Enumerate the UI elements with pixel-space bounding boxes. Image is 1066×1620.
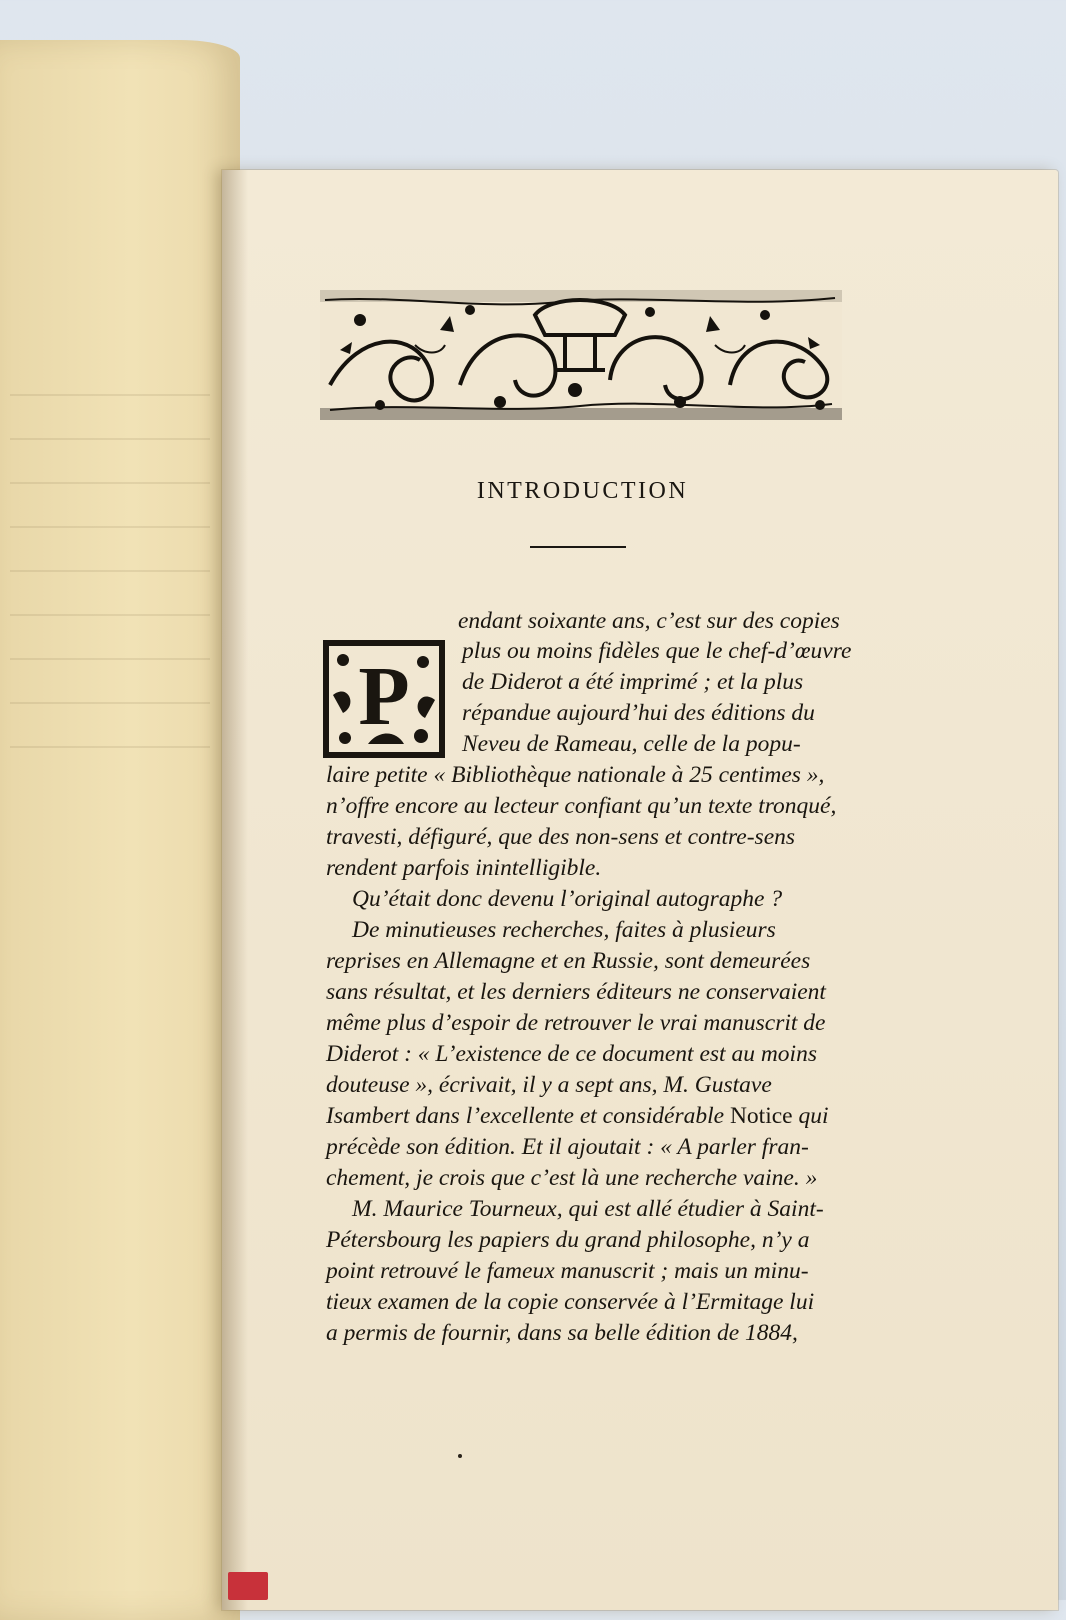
text-line: travesti, défiguré, que des non-sens et contre-sens [326,824,796,850]
text-line: reprises en Allemagne et en Russie, sont demeurées [326,948,811,974]
text-line: Diderot : « L’existence de ce document est au moins [326,1041,817,1067]
text-line: n’offre encore au lecteur confiant qu’un texte tronqué, [326,793,837,819]
text-line: De minutieuses recherches, faites à plusieurs [352,917,776,943]
text-line [326,1101,829,1131]
bleed-through-text [10,370,210,790]
notice-word: Notice [729,1103,793,1129]
text-line: rendent parfois inintelligible. [326,855,602,881]
text-line: Neveu de Rameau, celle de la popu- [462,731,801,757]
text-fragment: qui [798,1103,829,1129]
title-rule [530,546,626,548]
text-line: endant soixante ans, c’est sur des copies [458,608,840,634]
paper-speck [458,1454,462,1458]
text-line: chement, je crois que c’est là une recherche vaine. » [326,1165,818,1191]
text-line: tieux examen de la copie conservée à l’Ermitage lui [326,1289,815,1315]
page-gutter-shadow [222,170,248,1610]
text-line: a permis de fournir, dans sa belle édition de 1884, [326,1320,798,1346]
text-line: précède son édition. Et il ajoutait : « A parler fran- [326,1134,809,1160]
text-line: même plus d’espoir de retrouver le vrai manuscrit de [326,1010,826,1036]
text-line: laire petite « Bibliothèque nationale à 25 centimes », [326,762,825,788]
text-line: sans résultat, et les derniers éditeurs ne conservaient [326,979,826,1005]
page-title: INTRODUCTION [476,478,689,504]
text-line: point retrouvé le fameux manuscrit ; mais un minu- [326,1258,809,1284]
text-line: de Diderot a été imprimé ; et la plus [462,669,804,695]
text-line: plus ou moins fidèles que le chef-d’œuvre [462,638,852,664]
ornamental-headpiece-icon [320,290,842,420]
dropcap-letter-icon [323,640,445,758]
text-line: Pétersbourg les papiers du grand philosophe, n’y a [326,1227,810,1253]
red-bookmark-edge [228,1572,268,1600]
dropcap-letter: P [358,650,410,743]
text-line: Qu’était donc devenu l’original autographe ? [352,886,783,912]
text-line: douteuse », écrivait, il y a sept ans, M. Gustave [326,1072,772,1098]
left-page [0,40,240,1620]
text-line: M. Maurice Tourneux, qui est allé étudier à Saint- [352,1196,824,1222]
text-line: répandue aujourd’hui des éditions du [462,700,815,726]
text-fragment: Isambert dans l’excellente et considérable [326,1103,725,1129]
